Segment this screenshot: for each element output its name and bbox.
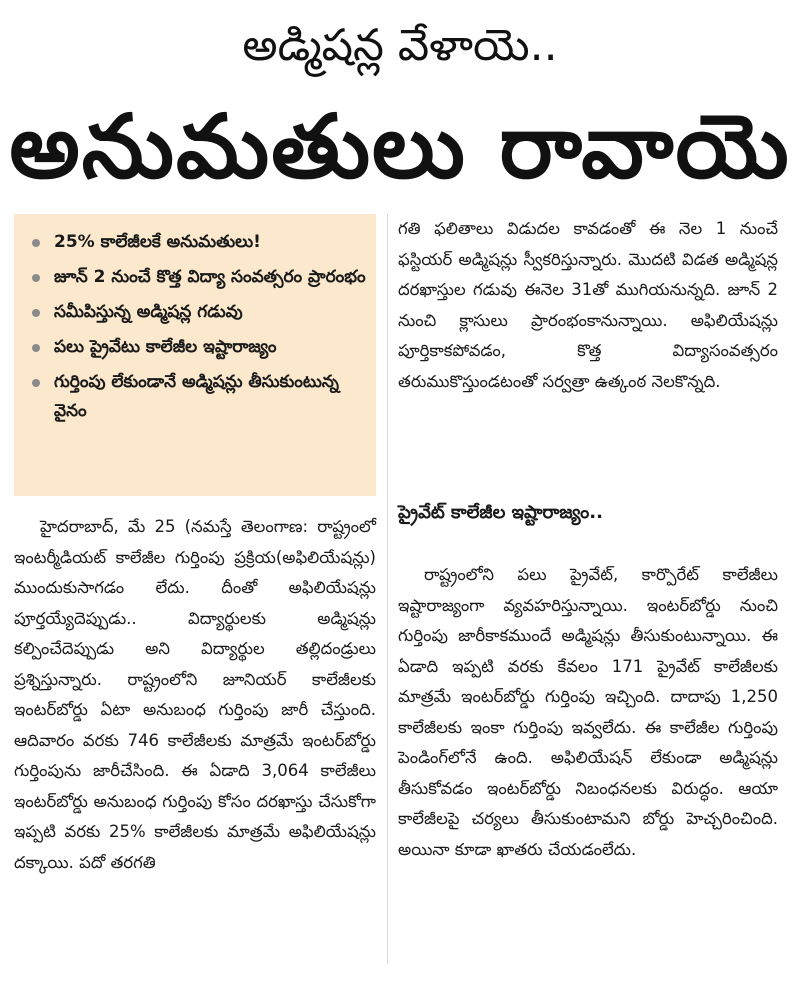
- bullet-icon: [32, 239, 40, 247]
- highlight-item: [28, 368, 366, 426]
- highlights-box: [14, 214, 376, 496]
- body-paragraph: రాష్ట్రంలోని పలు ప్రైవేట్, కార్పొరేట్ కాలేజీలు ఇష్టారాజ్యంగా వ్యవహరిస్తున్నాయి. ఇంటర్‌బోర్డు నుంచి గుర్తింపు జారీకాకముందే అడ్మిషన్లు తీసుకుంటున్నాయి. ఈ ఏడాది ఇప్పటి వరకు కేవలం 171 ప్రైవేట్ కాలేజీలకు మాత్రమే ఇంటర్‌బోర్డు గుర్తింపు ఇచ్చింది. దాదాపు 1,250 కాలేజీలకు ఇంకా గుర్తింపు ఇవ్వలేదు. ఈ కాలేజీల గుర్తింపు పెండింగ్‌లోనే ఉంది. అఫిలియేషన్ లేకుండా అడ్మిషన్లు తీసుకోవడం ఇంటర్‌బోర్డు నిబంధనలకు విరుద్ధం. ఆయా కాలేజీలపై చర్యలు తీసుకుంటామని బోర్డు హెచ్చరించింది. అయినా కూడా ఖాతరు చేయడంలేదు.: [398, 565, 778, 859]
- highlight-text: గుర్తింపు లేకుండానే అడ్మిషన్లు తీసుకుంటున్న వైనం: [54, 372, 339, 421]
- body-paragraph: హైదరాబాద్, మే 25 (నమస్తే తెలంగాణ: రాష్ట్రంలో ఇంటర్మీడియట్ కాలేజీల గుర్తింపు ప్రక్రియ(అఫిలియేషన్లు) ముందుకుసాగడం లేదు. దీంతో అఫిలియేషన్లు పూర్తయ్యేదెప్పుడు.. విద్యార్థులకు అడ్మిషన్లు కల్పించేదెప్పుడు అని విద్యార్థుల తల్లిదండ్రులు ప్రశ్నిస్తున్నారు. రాష్ట్రంలోని జూనియర్ కాలేజీలకు ఇంటర్‌బోర్డు ఏటా అనుబంధ గుర్తింపు జారీ చేస్తుంది. ఆదివారం వరకు 746 కాలేజీలకు మాత్రమే ఇంటర్‌బోర్డు గుర్తింపును జారీచేసింది. ఈ ఏడాది 3,064 కాలేజీలు ఇంటర్‌బోర్డు అనుబంధ గుర్తింపు కోసం దరఖాస్తు చేసుకోగా ఇప్పటి వరకు 25% కాలేజీలకు మాత్రమే అఫిలియేషన్లు దక్కాయి. పదో తరగతి: [14, 517, 376, 872]
- article-headline: అనుమతులు రావాయె: [9, 95, 791, 198]
- highlight-text: పలు ప్రైవేటు కాలేజీల ఇష్టారాజ్యం: [54, 337, 277, 357]
- bullet-icon: [32, 274, 40, 282]
- highlights-list: [28, 228, 366, 426]
- right-column-top: [398, 214, 778, 397]
- bullet-icon: [32, 379, 40, 387]
- highlight-text: 25% కాలేజీలకే అనుమతులు!: [54, 232, 261, 252]
- highlight-item: [28, 298, 366, 327]
- right-column-bottom: [398, 560, 778, 865]
- highlight-text: జూన్ 2 నుంచే కొత్త విద్యా సంవత్సరం ప్రారంభం: [54, 267, 366, 287]
- left-column: [14, 512, 376, 878]
- article-kicker: అడ్మిషన్ల వేళాయె..: [242, 20, 558, 71]
- column-divider: [387, 214, 388, 964]
- highlight-item: [28, 228, 366, 257]
- highlight-item: [28, 263, 366, 292]
- section-subhead: ప్రైవేట్ కాలేజీల ఇష్టారాజ్యం..: [398, 502, 603, 523]
- highlight-text: సమీపిస్తున్న అడ్మిషన్ల గడువు: [54, 302, 243, 322]
- bullet-icon: [32, 309, 40, 317]
- body-paragraph: గతి ఫలితాలు విడుదల కావడంతో ఈ నెల 1 నుంచే ఫస్టియర్ అడ్మిషన్లు స్వీకరిస్తున్నారు. మొదటి విడత అడ్మిషన్ల దరఖాస్తుల గడువు ఈనెల 31తో ముగియనున్నది. జూన్ 2 నుంచి క్లాసులు ప్రారంభంకానున్నాయి. అఫిలియేషన్లు పూర్తికాకపోవడం, కొత్త విద్యాసంవత్సరం తరుముకొస్తుండటంతో సర్వత్రా ఉత్కంఠ నెలకొన్నది.: [398, 219, 778, 391]
- bullet-icon: [32, 344, 40, 352]
- highlight-item: [28, 333, 366, 362]
